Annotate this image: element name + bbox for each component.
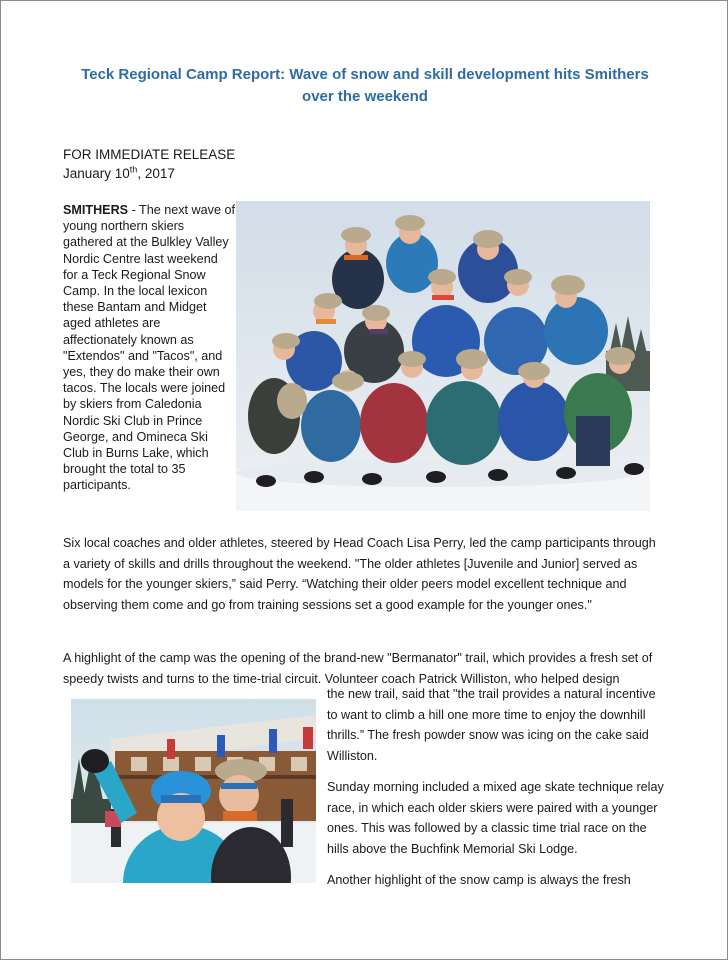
title-line-2: over the weekend	[302, 88, 428, 105]
release-label: FOR IMMEDIATE RELEASE	[63, 147, 236, 162]
intro-paragraph	[63, 202, 235, 494]
release-date-year: , 2017	[137, 166, 175, 181]
paragraph-coaches: Six local coaches and older athletes, steered by Head Coach Lisa Perry, led the camp participants through a variety of skills and drills throughout the weekend. "The older athletes [Juvenile and Junior] served as models for the younger skiers,” said Perry. “Watching their older peers model excellent technique and observing them come and go from training sessions set a good example for the younger ones."	[63, 536, 656, 612]
release-date-suffix: th	[129, 164, 138, 175]
paragraph-trail-continued: the new trail, said that "the trail provides a natural incentive to want to climb a hill one more time to enjoy the downhill thrills.” The fresh powder snow was icing on the cake said Williston.	[327, 687, 656, 763]
release-date-text: January 10	[63, 166, 130, 181]
paragraph-trail: A highlight of the camp was the opening of the brand-new "Bermanator" trail, which provides a fresh set of speedy twists and turns to the time-trial circuit. Volunteer coach Patrick Williston, who helped design	[63, 651, 653, 686]
dateline-location: SMITHERS	[63, 203, 129, 217]
release-date	[63, 164, 235, 183]
intro-text: - The next wave of young northern skiers gathered at the Bulkley Valley Nordic Centre last weekend for a Teck Regional Snow Camp. In the local lexicon these Bantam and Midget aged athletes are affectionately known as "Extendos" and "Tacos", and yes, they do make their own tacos. The locals were joined by skiers from Caledonia Nordic Ski Club in Prince George, and Omineca Ski Club in Burns Lake, which brought the total to 35 participants.	[63, 203, 235, 493]
lodge-skiers-photo	[71, 699, 316, 883]
release-block	[63, 145, 235, 183]
group-pyramid-photo	[236, 201, 650, 511]
title-line-1: Teck Regional Camp Report: Wave of snow and skill development hits Smithers	[81, 66, 649, 83]
page-title	[51, 64, 679, 108]
paragraph-highlight: Another highlight of the snow camp is always the fresh	[327, 873, 631, 887]
paragraph-relay: Sunday morning included a mixed age skate technique relay race, in which each older skiers were paired with a younger ones. This was followed by a classic time trial race on the hills above the Buchfink Memorial Ski Lodge.	[327, 780, 664, 856]
